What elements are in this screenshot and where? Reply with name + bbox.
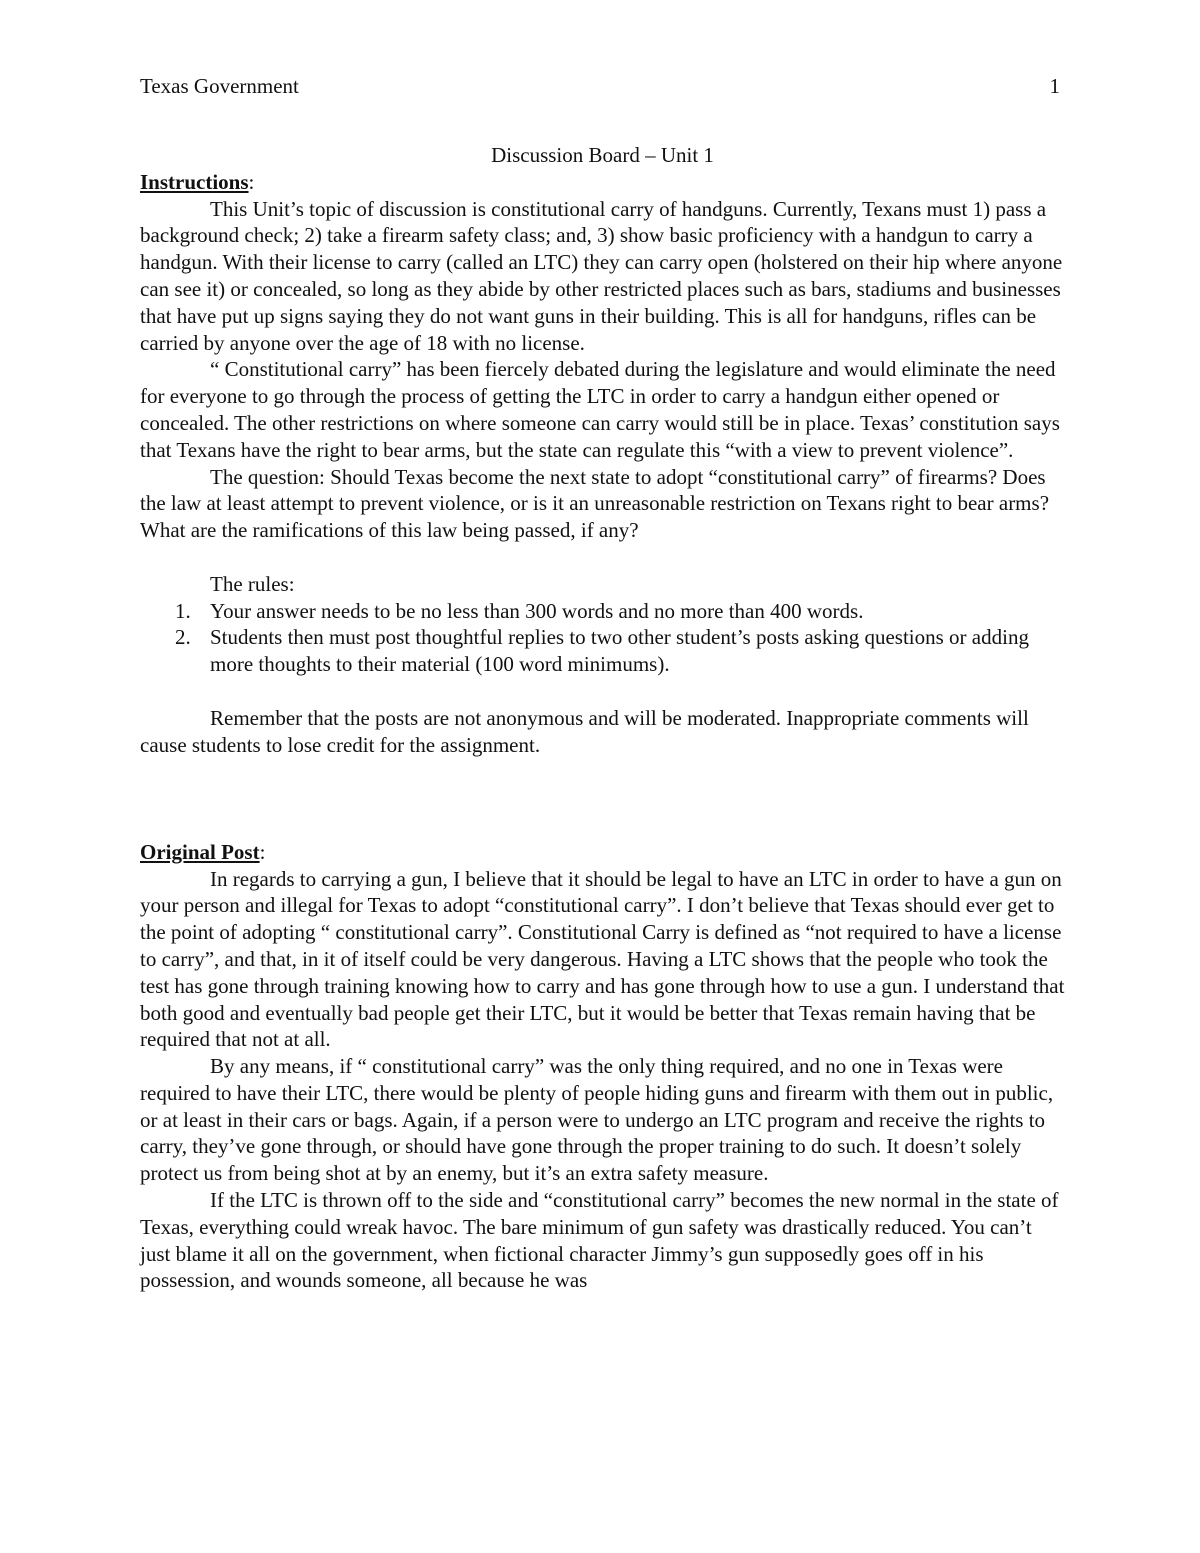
document-body [140, 142, 1065, 1294]
rule-text: Students then must post thoughtful replies to two other student’s posts asking questions or adding more thoughts to their material (100 word minimums). [210, 625, 1029, 677]
rules-list [140, 598, 1065, 678]
original-post-label: Original Post [140, 839, 260, 864]
document-title: Discussion Board – Unit 1 [491, 143, 714, 167]
instructions-colon: : [248, 169, 255, 194]
rule-item [140, 598, 1065, 625]
rule-text: Your answer needs to be no less than 300 words and no more than 400 words. [210, 598, 864, 623]
original-post-paragraph-2: By any means, if “ constitutional carry” was the only thing required, and no one in Texas were required to have their LTC, there would be plenty of people hiding guns and firearm with them out in public, or at least in their cars or bags. Again, if a person were to undergo an LTC program and receive the rights to carry, they’ve gone through, or should have gone through the proper training to do such. It doesn’t solely protect us from being shot at by an enemy, but it’s an extra safety measure. [140, 1054, 1054, 1186]
original-post-paragraph-1: In regards to carrying a gun, I believe that it should be legal to have an LTC in order to have a gun on your person and illegal for Texas to adopt “constitutional carry”. I don’t believe that Texas should ever get to the point of adopting “ constitutional carry”. Constitutional Carry is defined as “not required to have a license to carry”, and that, in it of itself could be very dangerous. Having a LTC shows that the people who took the test has gone through training knowing how to carry and has gone through how to use a gun. I understand that both good and eventually bad people get their LTC, but it would be better that Texas remain having that be required that not at all. [140, 866, 1065, 1052]
spacer [140, 678, 1065, 705]
rule-number: 1. [175, 598, 191, 623]
header-course-title: Texas Government [140, 74, 299, 98]
original-post-colon: : [259, 839, 266, 864]
page-header [140, 72, 1060, 100]
instructions-heading [140, 169, 1065, 196]
header-page-number: 1 [1049, 74, 1060, 98]
rules-heading: The rules: [210, 571, 295, 596]
original-post-paragraph-3: If the LTC is thrown off to the side and “constitutional carry” becomes the new normal in the state of Texas, everything could wreak havoc. The bare minimum of gun safety was drastically reduced. You can’t just blame it all on the government, when fictional character Jimmy’s gun supposedly goes off in his possession, and wounds someone, all because he was [140, 1188, 1059, 1293]
instructions-label: Instructions [140, 169, 249, 194]
original-post-heading [140, 839, 1065, 866]
spacer [140, 758, 1065, 812]
rule-number: 2. [175, 625, 191, 650]
spacer [140, 812, 1065, 839]
instructions-paragraph-1: This Unit’s topic of discussion is constitutional carry of handguns. Currently, Texans must 1) pass a background check; 2) take a firearm safety class; and, 3) show basic proficiency with a handgun to carry a handgun. With their license to carry (called an LTC) they can carry open (holstered on their hip where anyone can see it) or concealed, so long as they abide by other restricted places such as bars, stadiums and businesses that have put up signs saying they do not want guns in their building. This is all for handguns, rifles can be carried by anyone over the age of 18 with no license. [140, 196, 1063, 355]
instructions-paragraph-3: The question: Should Texas become the next state to adopt “constitutional carry” of firearms? Does the law at least attempt to prevent violence, or is it an unreasonable restriction on Texans right to bear arms? What are the ramifications of this law being passed, if any? [140, 464, 1050, 543]
instructions-paragraph-2: “ Constitutional carry” has been fiercely debated during the legislature and would eliminate the need for everyone to go through the process of getting the LTC in order to carry a handgun either opened or concealed. The other restrictions on where someone can carry would still be in place. Texas’ constitution says that Texans have the right to bear arms, but the state can regulate this “with a view to prevent violence”. [140, 357, 1060, 462]
reminder-paragraph: Remember that the posts are not anonymous and will be moderated. Inappropriate comments will cause students to lose credit for the assignment. [140, 705, 1029, 757]
rule-item [140, 624, 1065, 678]
